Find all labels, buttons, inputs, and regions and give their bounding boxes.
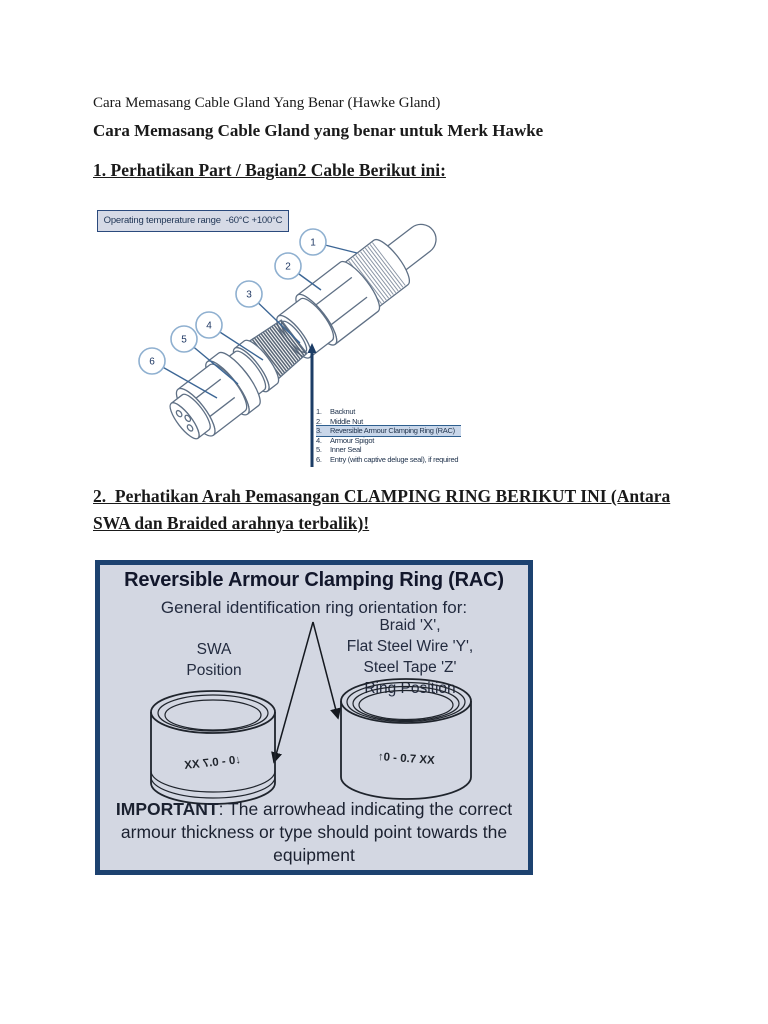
callout-1 bbox=[300, 229, 326, 255]
swa-position-label: SWA Position bbox=[186, 641, 242, 679]
legend-item-1: 1. Backnut bbox=[316, 407, 355, 416]
legend-item-2: 2. Middle Nut bbox=[316, 416, 363, 426]
section2-heading: 2. Perhatikan Arah Pemasangan CLAMPING RING BERIKUT INI (Antara SWA dan Braided arahnya terbalik)! bbox=[93, 486, 671, 533]
doc-title: Cara Memasang Cable Gland Yang Benar (Hawke Gland) bbox=[93, 95, 441, 111]
callout-4 bbox=[196, 312, 222, 338]
rac-subtitle: General identification ring orientation for: bbox=[160, 598, 468, 617]
left-ring-drawing bbox=[151, 691, 275, 804]
svg-text:5: 5 bbox=[181, 334, 187, 346]
callout-2 bbox=[275, 253, 301, 279]
svg-text:3: 3 bbox=[246, 289, 252, 301]
orientation-arrows bbox=[274, 622, 338, 762]
parts-legend bbox=[316, 407, 461, 465]
braid-position-label: Braid 'X', Flat Steel Wire 'Y', Steel Tape 'Z' Ring Position bbox=[346, 617, 474, 697]
right-ring-drawing bbox=[341, 679, 471, 799]
right-ring-marking: ↑0 - 0.7 XX bbox=[377, 751, 436, 767]
legend-item-4: 4. Armour Spigot bbox=[316, 435, 375, 445]
gland-parts-figure bbox=[95, 200, 461, 475]
svg-text:6: 6 bbox=[149, 356, 155, 368]
temp-range-label: Operating temperature range -60°C +100°C bbox=[97, 210, 289, 232]
legend-item-5: 5. Inner Seal bbox=[316, 445, 362, 455]
callout-5 bbox=[171, 326, 197, 352]
doc-subtitle: Cara Memasang Cable Gland yang benar untuk Merk Hawke bbox=[93, 121, 544, 140]
legend-item-6: 6. Entry (with captive deluge seal), if required bbox=[316, 454, 459, 464]
callout-6 bbox=[139, 348, 165, 374]
svg-text:4: 4 bbox=[206, 320, 212, 332]
legend-item-3-highlighted: 3. Reversible Armour Clamping Ring (RAC) bbox=[316, 426, 461, 436]
svg-text:2: 2 bbox=[285, 261, 291, 273]
callout-3 bbox=[236, 281, 262, 307]
section1-heading: 1. Perhatikan Part / Bagian2 Cable Berikut ini: bbox=[93, 160, 446, 180]
important-note: IMPORTANT: The arrowhead indicating the correct armour thickness or type should point towards the equipment bbox=[115, 799, 513, 865]
important-label: IMPORTANT bbox=[115, 799, 219, 819]
left-ring-marking: ↓0 - 0.7 XX bbox=[183, 754, 242, 772]
rac-title: Reversible Armour Clamping Ring (RAC) bbox=[124, 569, 504, 591]
svg-text:1: 1 bbox=[310, 237, 316, 249]
rac-info-box bbox=[95, 560, 533, 875]
